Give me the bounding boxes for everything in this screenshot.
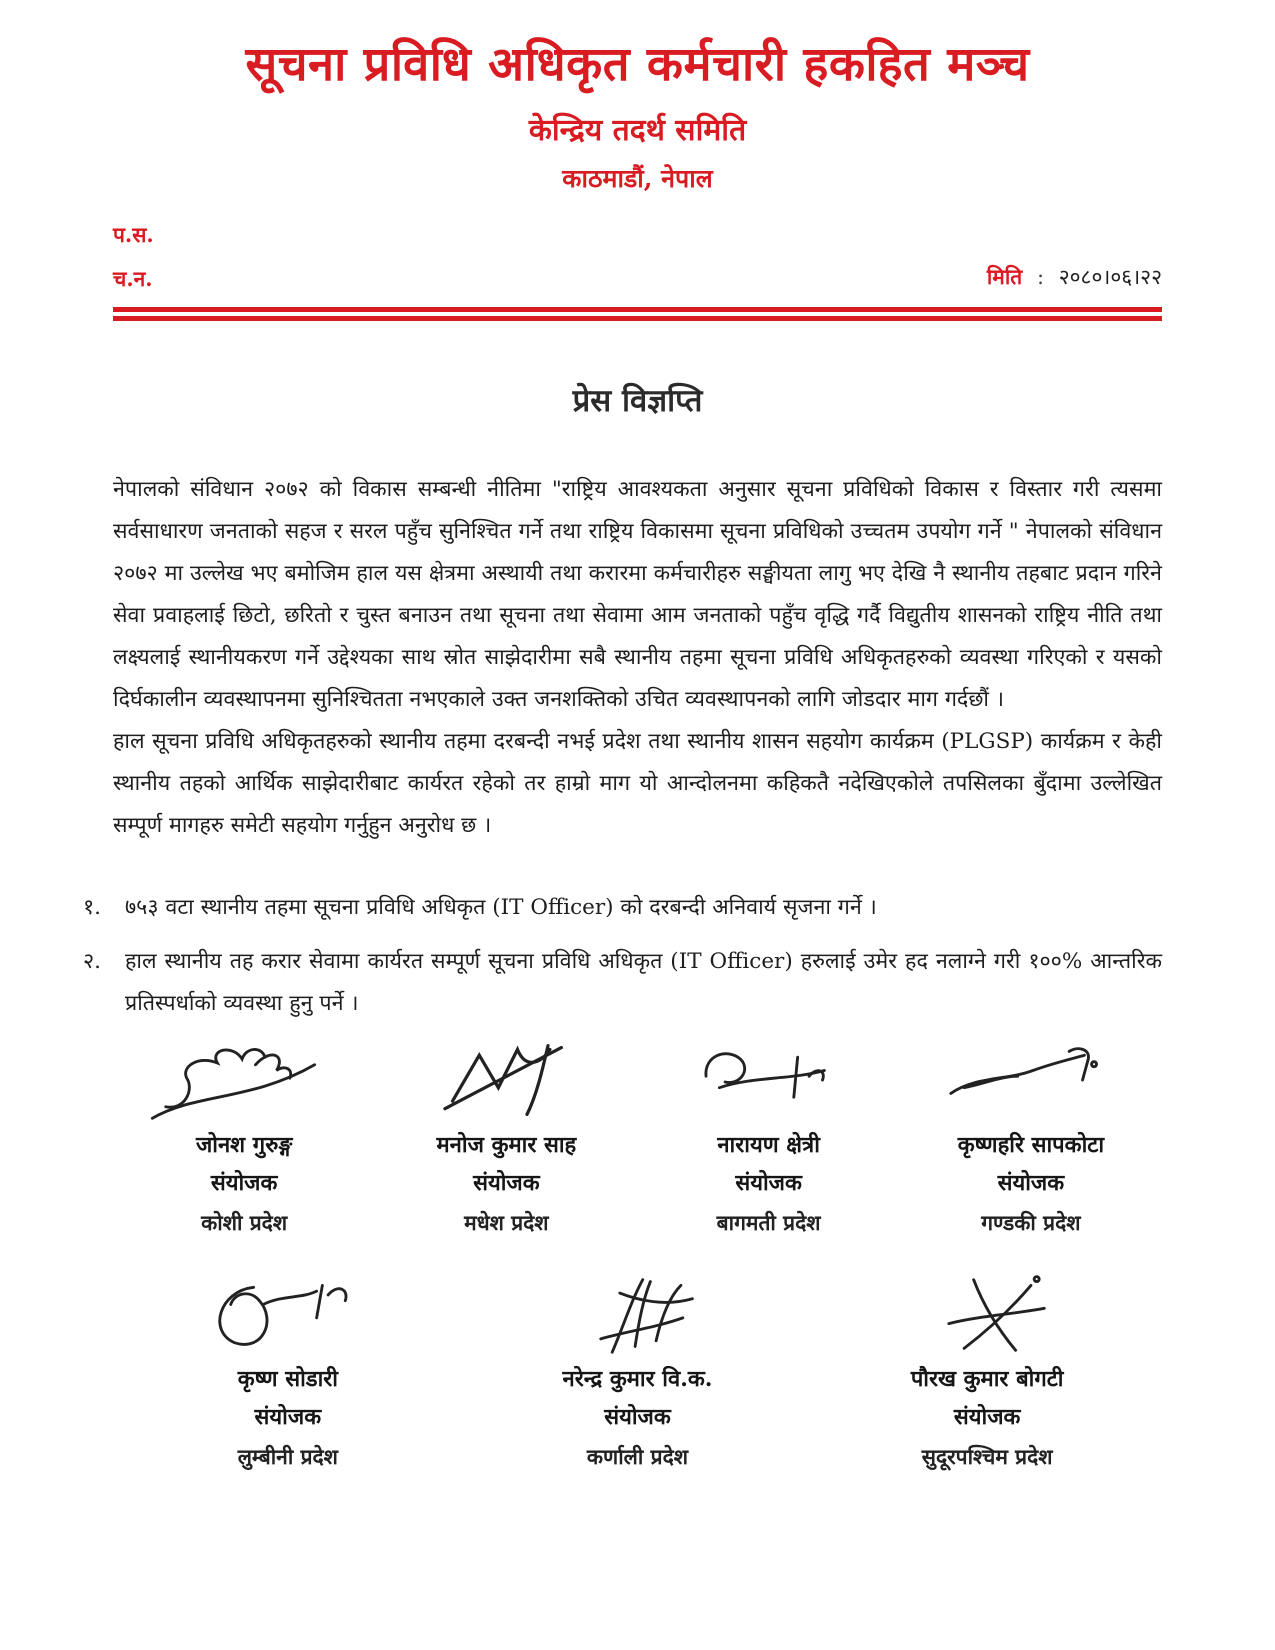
list-item [83,941,1162,1025]
signatory-block [638,1037,900,1237]
demand-list [83,887,1162,1025]
signature-row-1 [113,1037,1162,1237]
signature-row-2 [113,1271,1162,1471]
date-value: २०८०।०६।२२ [1058,265,1162,290]
signatory-name: जोनश गुरुङ्ग [195,1132,293,1159]
signature-image [926,1037,1136,1125]
list-item [83,887,1162,929]
paragraph-1: नेपालको संविधान २०७२ को विकास सम्बन्धी नीतिमा "राष्ट्रिय आवश्यकता अनुसार सूचना प्रविधिको विकास र विस्तार गरी त्यसमा सर्वसाधारण जनताको सहज र सरल पहुँच सुनिश्चित गर्ने तथा राष्ट्रिय विकासमा सूचना प्रविधिको उच्चतम उपयोग गर्ने " नेपालको संविधान २०७२ मा उल्लेख भए बमोजिम हाल यस क्षेत्रमा अस्थायी तथा करारमा कर्मचारीहरु सङ्घीयता लागु भए देखि नै स्थानीय तहबाट प्रदान गरिने सेवा प्रवाहलाई छिटो, छरितो र चुस्त बनाउन तथा सूचना तथा सेवामा आम जनताको पहुँच वृद्धि गर्दै विद्युतीय शासनको राष्ट्रिय नीति तथा लक्ष्यलाई स्थानीयकरण गर्ने उद्देश्यका साथ स्रोत साझेदारीमा सबै स्थानीय तहमा सूचना प्रविधि अधिकृतहरुको व्यवस्था गरिएको र यसको दिर्घकालीन व्यवस्थापनमा सुनिश्चितता नभएकाले उक्त जनशक्तिको उचित व्यवस्थापनको लागि जोडदार माग गर्दछौं । [113,477,1162,713]
date-label: मिति [986,264,1023,290]
signature-image [401,1037,611,1125]
signatory-role: संयोजक [210,1170,278,1197]
list-item-number: १. [83,895,102,921]
divider-double-rule [113,307,1162,321]
list-item-text: ७५३ वटा स्थानीय तहमा सूचना प्रविधि अधिकृत (IT Officer) को दरबन्दी अनिवार्य सृजना गर्ने । [125,895,877,921]
list-item-number: २. [83,949,102,975]
signatory-province: सुदूरपश्चिम प्रदेश [921,1444,1053,1470]
org-location: काठमाडौं, नेपाल [562,164,713,194]
reference-numbers [113,221,154,293]
signature-image [532,1271,742,1359]
date-line [987,263,1162,293]
signatory-block [375,1037,637,1237]
ref-number-label: प.स. [113,222,154,248]
signatory-province: कर्णाली प्रदेश [586,1444,689,1470]
signatory-name: कृष्णहरि सापकोटा [957,1132,1105,1159]
letterhead [113,38,1162,195]
signatory-role: संयोजक [473,1170,540,1197]
signatory-role: संयोजक [735,1170,802,1197]
body-copy [113,469,1162,847]
signatory-province: लुम्बीनी प्रदेश [237,1444,338,1470]
signatory-role: संयोजक [604,1404,671,1431]
date-separator: : [1036,265,1045,290]
signatory-province: कोशी प्रदेश [201,1210,288,1236]
signatory-block [900,1037,1162,1237]
signatory-role: संयोजक [997,1170,1065,1197]
signatory-role: संयोजक [953,1404,1021,1431]
signatory-name: पौरख कुमार बोगटी [910,1366,1064,1393]
signature-image [882,1271,1092,1359]
signatory-name: नारायण क्षेत्री [717,1132,820,1159]
press-release-heading: प्रेस विज्ञप्ति [572,383,703,420]
signatory-name: नरेन्द्र कुमार वि.क. [562,1366,713,1393]
signatory-role: संयोजक [254,1404,322,1431]
signatory-block [113,1271,463,1471]
signatory-province: गण्डकी प्रदेश [981,1210,1081,1236]
signatory-name: कृष्ण सोडारी [237,1366,338,1393]
signatory-province: बागमती प्रदेश [716,1210,821,1236]
paragraph-2: हाल सूचना प्रविधि अधिकृतहरुको स्थानीय तहमा दरबन्दी नभई प्रदेश तथा स्थानीय शासन सहयोग कार्यक्रम (PLGSP) कार्यक्रम र केही स्थानीय तहको आर्थिक साझेदारीबाट कार्यरत रहेको तर हाम्रो माग यो आन्दोलनमा कहिकतै नदेखिएकोले तपसिलका बुँदामा उल्लेखित सम्पूर्ण मागहरु समेटी सहयोग गर्नुहुन अनुरोध छ । [113,729,1162,839]
signatory-name: मनोज कुमार साह [436,1132,577,1159]
signatory-block [463,1271,813,1471]
signature-image [664,1037,874,1125]
signatory-block [812,1271,1162,1471]
org-title: सूचना प्रविधि अधिकृत कर्मचारी हकहित मञ्च [245,37,1030,92]
reference-row [113,221,1162,293]
committee-subtitle: केन्द्रिय तदर्थ समिति [528,113,747,149]
dispatch-number-label: च.न. [113,266,153,292]
signatory-province: मधेश प्रदेश [464,1210,549,1236]
list-item-text: हाल स्थानीय तह करार सेवामा कार्यरत सम्पूर्ण सूचना प्रविधि अधिकृत (IT Officer) हरुलाई उमेर हद नलाग्ने गरी १००% आन्तरिक प्रतिस्पर्धाको व्यवस्था हुनु पर्ने । [125,949,1162,1017]
signatory-block [113,1037,375,1237]
signature-image [183,1271,393,1359]
signature-image [139,1037,349,1125]
